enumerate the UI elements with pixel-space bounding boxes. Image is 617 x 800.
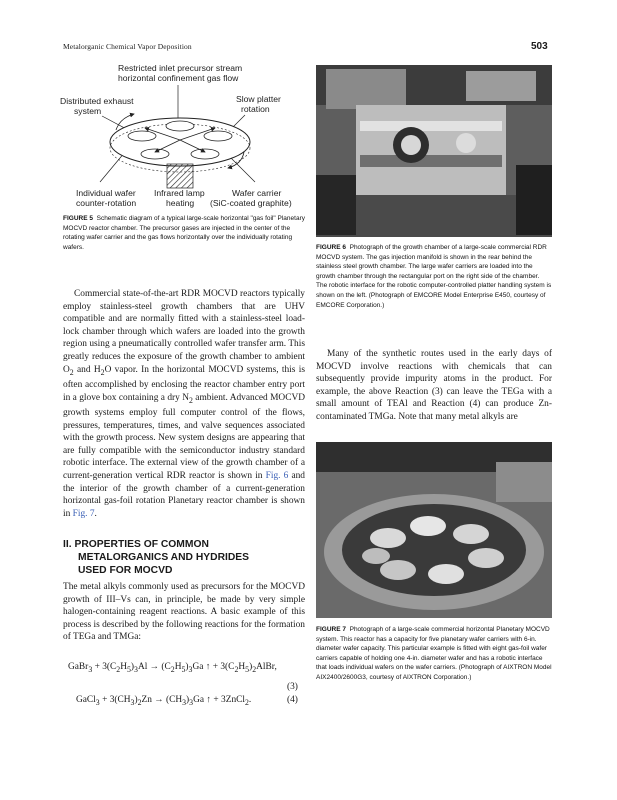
- section-title-line2: METALORGANICS AND HYDRIDES: [78, 552, 250, 563]
- label-wafer-line1: Individual wafer: [76, 188, 136, 198]
- figure-5-caption-text: Schematic diagram of a typical large-scale horizontal "gas foil" Planetary MOCVD reactor chamber. The precursor gases are injected in the center of the rotating wafer carrier and the gas flows horizontally over the individually rotating wafers.: [63, 215, 305, 251]
- equation-3: GaBr$_3$ + $3(C_2H_5)_3Al \to (C_2H_5)_3Ga$ ↑ + $3(C_2H_5)_2AlBr$,: [68, 662, 277, 674]
- section-heading: [63, 538, 305, 577]
- equation-4-number: (4): [287, 695, 298, 705]
- section-title-line1: PROPERTIES OF COMMON: [74, 539, 209, 550]
- label-lamp-line1: Infrared lamp: [154, 188, 205, 198]
- page-number: 503: [531, 41, 548, 52]
- label-inlet-line2: horizontal confinement gas flow: [118, 73, 239, 83]
- body-paragraph-alkyls: The metal alkyls commonly used as precursors for the MOCVD growth of III–Vs can, in principle, be made by very simple halogen-containing reagent reactions. A basic example of this process is described by the following reactions for the formation of TEGa and TMGa:: [63, 582, 305, 643]
- label-lamp-line2: heating: [166, 198, 195, 208]
- label-platter-line2: rotation: [241, 104, 270, 114]
- figure-5-diagram: [60, 60, 310, 210]
- section-number: II.: [63, 539, 72, 550]
- body-paragraph-right: Many of the synthetic routes used in the early days of MOCVD involve reactions with chemicals that can subsequently provide impurity atoms in the product. For example, the above Reaction (3) can leave the TEGa with a small amount of TEAl and Reaction (4) can produce Zn-contaminated TMGa. Note that many metal alkyls are: [316, 349, 552, 422]
- figure-7-caption: [316, 625, 552, 683]
- figure-6-caption: [316, 243, 552, 310]
- label-wafer-line2: counter-rotation: [76, 198, 137, 208]
- section-title-line3: USED FOR MOCVD: [78, 565, 173, 576]
- figure-7-caption-label: FIGURE 7: [316, 626, 346, 633]
- figure-5-caption: [63, 214, 306, 252]
- link-fig6[interactable]: Fig. 6: [265, 471, 289, 482]
- label-carrier-line1: Wafer carrier: [232, 188, 282, 198]
- label-inlet-line1: Restricted inlet precursor stream: [118, 63, 243, 73]
- running-title: Metalorganic Chemical Vapor Deposition: [63, 42, 192, 51]
- label-platter-line1: Slow platter: [236, 94, 281, 104]
- body-paragraph-left: Commercial state-of-the-art RDR MOCVD reactors typically employ stainless-steel growth chambers that are UHV compatible and are normally fitted with a stainless-steel load-lock chamber through which wafers are loaded into the growth region using a pneumatically controlled wafer transfer arm. This greatly reduces the exposure of the growth chamber to ambient $O_2$ and $H_2O$ vapor. In the horizontal MOCVD systems, this is often accomplished by enclosing the reactor chamber entry port in a glove box containing a dry $N_2$ ambient. Advanced MOCVD growth systems employ full computer control of the flows, pressures, temperatures, times, and valve sequences associated with the growth process. New system designs are appearing that are fully compatible with the semiconductor industry standard robotic interface. The external view of the growth chamber of a current-generation vertical RDR reactor is shown in Fig. 6 and the interior of the growth chamber of a current-generation horizontal gas-foil rotation Planetary reactor chamber is shown in Fig. 7.: [63, 289, 305, 519]
- equation-4: GaCl$_3$ + $3(CH_3)_2Zn \to (CH_3)_3Ga$ ↑ + 3ZnCl$_2$.: [76, 695, 252, 707]
- label-exhaust-line2: system: [74, 106, 102, 116]
- figure-7-caption-text: Photograph of a large-scale commercial horizontal Planetary MOCVD system. This reactor has a capacity for five planetary wafer carriers with 6-in. diameter wafer capacity. This particular example is fitted with eight gas-foil wafer carriers capable of holding one 4-in. diameter wafer and has a robotic interface that loads individual wafers on the wafer carriers. (Photograph of AIXTRON Model AIX2400/2600G3, courtesy of AIXTRON Corporation.): [316, 626, 552, 681]
- figure-6-caption-text: Photograph of the growth chamber of a large-scale commercial RDR MOCVD system. The gas injection manifold is shown in the rear behind the stainless steel growth chamber. The large wafer carriers are loaded into the growth chamber through the rectangular port on the right side of the chamber. The robotic interface for the robotic computer-controlled platter handling system is shown on the left. (Photograph of EMCORE Model Enterprise E450, courtesy of EMCORE Corporation.): [316, 244, 552, 309]
- figure-6-caption-label: FIGURE 6: [316, 244, 346, 251]
- equation-3-number: (3): [287, 682, 298, 692]
- figure-6-photo: [316, 65, 552, 237]
- figure-7-photo: [316, 442, 552, 618]
- figure-5-caption-label: FIGURE 5: [63, 215, 93, 222]
- link-fig7[interactable]: Fig. 7: [72, 508, 95, 519]
- label-exhaust-line1: Distributed exhaust: [60, 96, 134, 106]
- label-carrier-line2: (SiC-coated graphite): [210, 198, 292, 208]
